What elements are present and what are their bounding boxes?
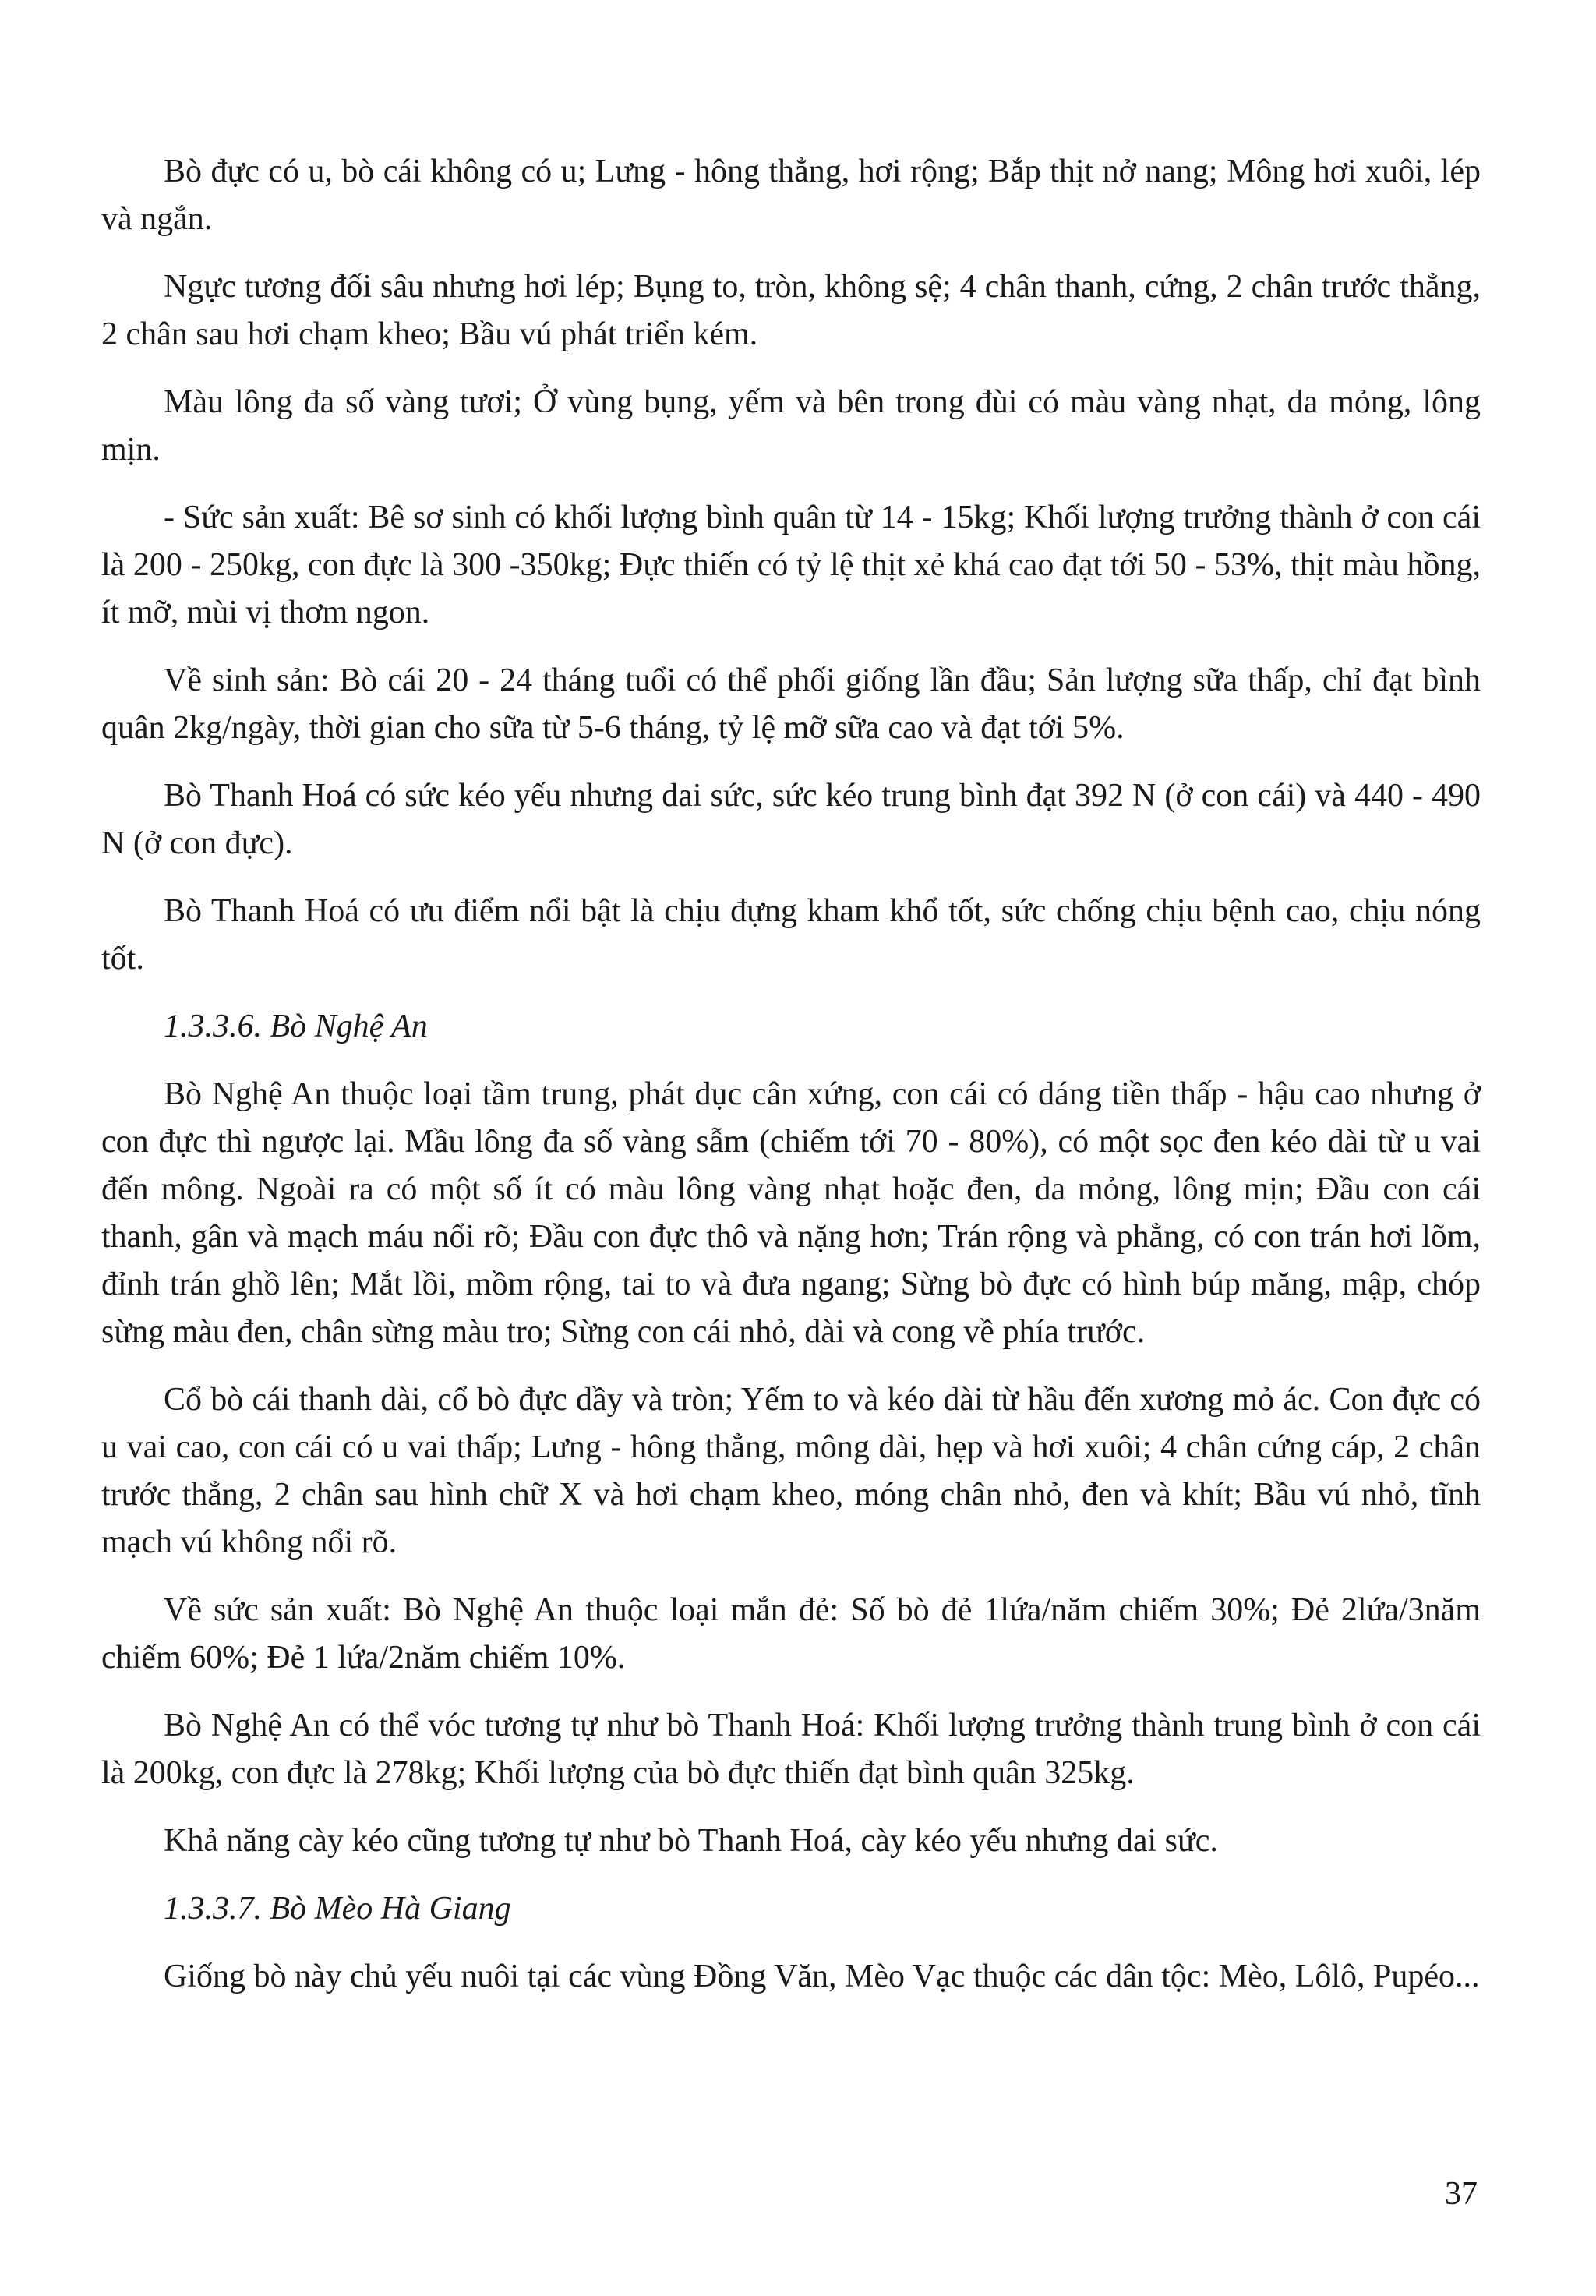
- paragraph: Bò Thanh Hoá có ưu điểm nổi bật là chịu đựng kham khổ tốt, sức chống chịu bệnh cao, chịu nóng tốt.: [101, 893, 1481, 977]
- paragraph: Khả năng cày kéo cũng tương tự như bò Thanh Hoá, cày kéo yếu nhưng dai sức.: [164, 1823, 1218, 1859]
- paragraph: Ngực tương đối sâu nhưng hơi lép; Bụng to, tròn, không sệ; 4 chân thanh, cứng, 2 chân trước thẳng, 2 chân sau hơi chạm kheo; Bầu vú phát triển kém.: [101, 269, 1481, 352]
- paragraph: Cổ bò cái thanh dài, cổ bò đực dầy và tròn; Yếm to và kéo dài từ hầu đến xương mỏ ác. Con đực có u vai cao, con cái có u vai thấp; Lưng - hông thẳng, mông dài, hẹp và hơi xuôi; 4 chân cứng cáp, 2 chân trước thẳng, 2 chân sau hình chữ X và hơi chạm kheo, móng chân nhỏ, đen và khít; Bầu vú nhỏ, tĩnh mạch vú không nổi rõ.: [101, 1382, 1481, 1560]
- paragraph: Giống bò này chủ yếu nuôi tại các vùng Đồng Văn, Mèo Vạc thuộc các dân tộc: Mèo, Lôlô, Pupéo...: [164, 1959, 1480, 1994]
- section-heading: 1.3.3.7. Bò Mèo Hà Giang: [164, 1891, 511, 1927]
- paragraph: Bò Nghệ An thuộc loại tầm trung, phát dục cân xứng, con cái có dáng tiền thấp - hậu cao nhưng ở con đực thì ngược lại. Mầu lông đa số vàng sẫm (chiếm tới 70 - 80%), có một sọc đen kéo dài từ u vai đến mông. Ngoài ra có một số ít có màu lông vàng nhạt hoặc đen, da mỏng, lông mịn; Đầu con cái thanh, gân và mạch máu nổi rõ; Đầu con đực thô và nặng hơn; Trán rộng và phẳng, có con trán hơi lõm, đỉnh trán ghồ lên; Mắt lồi, mồm rộng, tai to và đưa ngang; Sừng bò đực có hình búp măng, mập, chóp sừng màu đen, chân sừng màu tro; Sừng con cái nhỏ, dài và cong về phía trước.: [101, 1076, 1481, 1350]
- paragraph: Bò đực có u, bò cái không có u; Lưng - hông thẳng, hơi rộng; Bắp thịt nở nang; Mông hơi xuôi, lép và ngắn.: [101, 154, 1481, 237]
- section-heading: 1.3.3.6. Bò Nghệ An: [164, 1008, 428, 1044]
- paragraph: Về sức sản xuất: Bò Nghệ An thuộc loại mắn đẻ: Số bò đẻ 1lứa/năm chiếm 30%; Đẻ 2lứa/3năm chiếm 60%; Đẻ 1 lứa/2năm chiếm 10%.: [101, 1592, 1481, 1676]
- paragraph: - Sức sản xuất: Bê sơ sinh có khối lượng bình quân từ 14 - 15kg; Khối lượng trưởng thành ở con cái là 200 - 250kg, con đực là 300 -350kg; Đực thiến có tỷ lệ thịt xẻ khá cao đạt tới 50 - 53%, thịt màu hồng, ít mỡ, mùi vị thơm ngon.: [101, 500, 1481, 631]
- paragraph: Bò Nghệ An có thể vóc tương tự như bò Thanh Hoá: Khối lượng trưởng thành trung bình ở con cái là 200kg, con đực là 278kg; Khối lượng của bò đực thiến đạt bình quân 325kg.: [101, 1708, 1481, 1791]
- paragraph: Về sinh sản: Bò cái 20 - 24 tháng tuổi có thể phối giống lần đầu; Sản lượng sữa thấp, chỉ đạt bình quân 2kg/ngày, thời gian cho sữa từ 5-6 tháng, tỷ lệ mỡ sữa cao và đạt tới 5%.: [101, 662, 1481, 746]
- paragraph: Bò Thanh Hoá có sức kéo yếu nhưng dai sức, sức kéo trung bình đạt 392 N (ở con cái) và 440 - 490 N (ở con đực).: [101, 778, 1481, 861]
- paragraph: Màu lông đa số vàng tươi; Ở vùng bụng, yếm và bên trong đùi có màu vàng nhạt, da mỏng, lông mịn.: [101, 384, 1481, 468]
- page-number: 37: [1445, 2176, 1478, 2212]
- page-body: [101, 148, 1481, 2021]
